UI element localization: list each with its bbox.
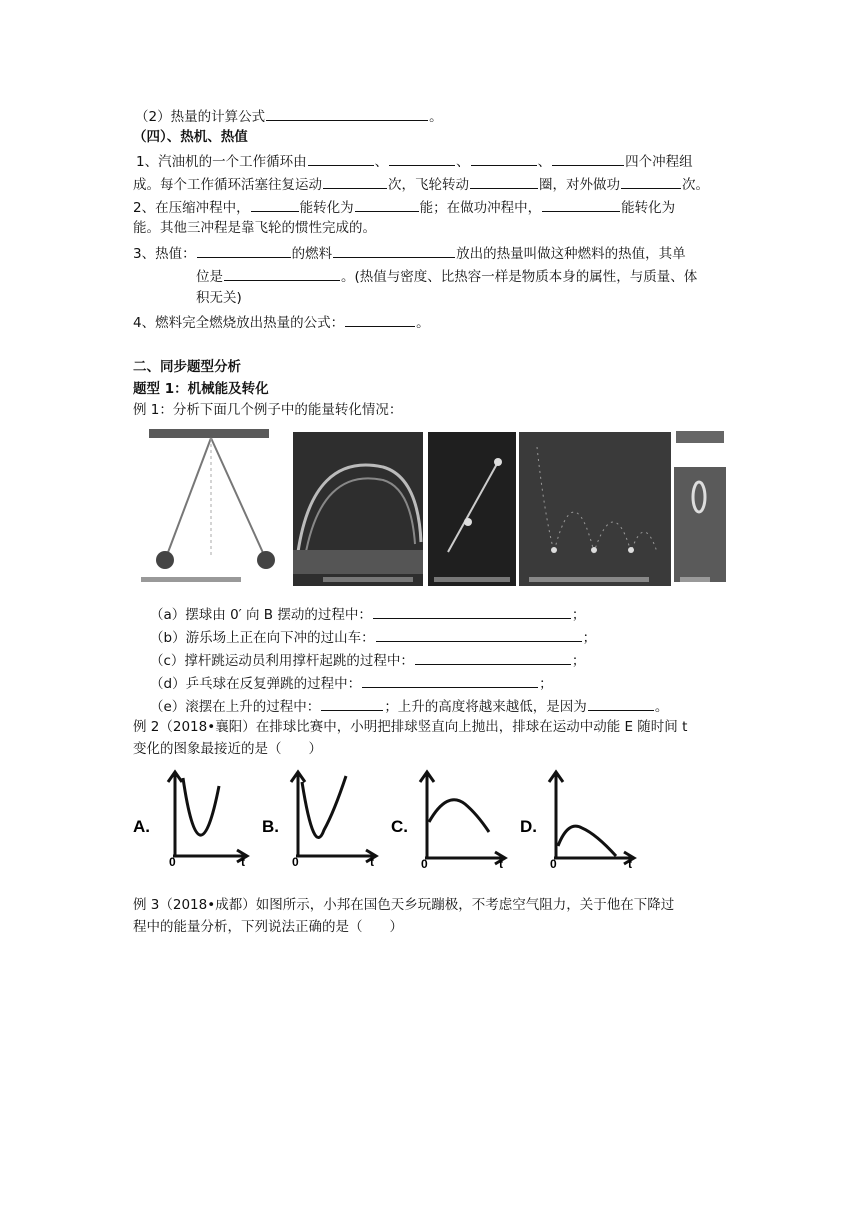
question-3-line-1 xyxy=(133,243,686,263)
answer-blank[interactable] xyxy=(470,174,538,189)
graph-option-a[interactable] xyxy=(133,768,253,868)
answer-blank[interactable] xyxy=(588,696,654,711)
text: 位是 xyxy=(196,269,223,285)
text: （e）滚摆在上升的过程中： xyxy=(150,699,321,715)
pendulum-drawing xyxy=(133,427,289,587)
example-2-line-2: 变化的图象最接近的是（ ） xyxy=(133,741,322,757)
answer-blank[interactable] xyxy=(415,650,571,665)
text: ； xyxy=(571,607,586,623)
question-1-line-1 xyxy=(136,151,693,171)
text: 。(热值与密度、比热容一样是物质本身的属性，与质量、体 xyxy=(341,269,698,285)
text: 次。 xyxy=(682,177,709,193)
text: （d）乒乓球在反复弹跳的过程中： xyxy=(150,676,362,692)
option-label: B. xyxy=(262,817,279,836)
text: ； xyxy=(571,653,586,669)
graph-option-c[interactable] xyxy=(391,768,511,868)
t-axis-label: t xyxy=(370,855,374,868)
text: ； xyxy=(539,676,553,692)
graph-b-svg xyxy=(262,768,382,868)
answer-blank[interactable] xyxy=(621,174,681,189)
text: （2）热量的计算公式 xyxy=(135,109,266,125)
answer-blank[interactable] xyxy=(321,696,383,711)
graph-option-d[interactable] xyxy=(520,768,640,868)
graph-option-b[interactable] xyxy=(262,768,382,868)
subquestion-a xyxy=(150,604,585,624)
subquestion-c xyxy=(150,650,585,670)
answer-blank[interactable] xyxy=(389,151,455,166)
answer-blank[interactable] xyxy=(251,197,299,212)
question-3-line-2 xyxy=(196,266,697,286)
pendulum-image xyxy=(133,427,289,587)
text: 四个冲程组 xyxy=(625,154,693,170)
graph-a-svg xyxy=(133,768,253,868)
answer-blank[interactable] xyxy=(345,312,415,327)
answer-blank[interactable] xyxy=(266,106,428,121)
answer-blank[interactable] xyxy=(362,673,538,688)
text: 2、在压缩冲程中， xyxy=(133,200,250,216)
text: 放出的热量叫做这种燃料的热值，其单 xyxy=(456,246,686,262)
example-2-line-1: 例 2（2018•襄阳）在排球比赛中，小明把排球竖直向上抛出，排球在运动中动能 E 随时间 t xyxy=(133,719,688,735)
text: 。 xyxy=(429,109,443,125)
text: ；上升的高度将越来越低，是因为 xyxy=(384,699,587,715)
text: 次，飞轮转动 xyxy=(388,177,469,193)
answer-blank[interactable] xyxy=(333,243,455,258)
pole-vault-drawing xyxy=(428,432,516,586)
answer-blank[interactable] xyxy=(323,174,387,189)
text: （b）游乐场上正在向下冲的过山车： xyxy=(150,630,375,646)
question-2-line-2: 能。其他三冲程是靠飞轮的惯性完成的。 xyxy=(133,220,376,236)
t-axis-label: t xyxy=(241,855,245,868)
subquestion-e xyxy=(150,696,668,716)
heat-formula-line xyxy=(135,106,443,126)
answer-blank[interactable] xyxy=(355,197,419,212)
section-heading-heat-engine: （四）、热机、热值 xyxy=(133,129,248,145)
text: 的燃料 xyxy=(291,246,333,262)
question-2-line-1 xyxy=(133,197,675,217)
section-heading-analysis: 二、同步题型分析 xyxy=(133,359,241,375)
text: 圈，对外做功 xyxy=(539,177,620,193)
text: 1、汽油机的一个工作循环由 xyxy=(136,154,307,170)
question-1-line-2 xyxy=(133,174,709,194)
pole-vault-image xyxy=(428,432,516,586)
roller-coaster-image xyxy=(293,432,423,586)
text: 能转化为 xyxy=(621,200,676,216)
option-label: A. xyxy=(133,817,150,836)
text: （a）摆球由 0′ 向 B 摆动的过程中： xyxy=(150,607,372,623)
text: ； xyxy=(582,630,597,646)
question-4-line xyxy=(133,312,430,332)
answer-blank[interactable] xyxy=(373,604,571,619)
text: 。 xyxy=(654,699,669,715)
answer-blank[interactable] xyxy=(376,627,582,642)
ping-pong-bounce-image xyxy=(519,432,671,586)
origin-label: 0 xyxy=(421,857,428,868)
example-3-line-2: 程中的能量分析，下列说法正确的是（ ） xyxy=(133,919,403,935)
option-label: C. xyxy=(391,817,408,836)
example-1-prompt: 例 1：分析下面几个例子中的能量转化情况： xyxy=(133,402,403,418)
option-label: D. xyxy=(520,817,537,836)
topic-heading: 题型 1：机械能及转化 xyxy=(133,381,269,397)
text: 能；在做功冲程中， xyxy=(419,200,542,216)
example-3-line-1: 例 3（2018•成都）如图所示，小邦在国色天乡玩蹦极，不考虑空气阻力，关于他在下降过 xyxy=(133,897,675,913)
text: 。 xyxy=(416,315,430,331)
answer-blank[interactable] xyxy=(308,151,374,166)
answer-blank[interactable] xyxy=(552,151,624,166)
graph-d-svg xyxy=(520,768,640,868)
answer-blank[interactable] xyxy=(224,266,340,281)
origin-label: 0 xyxy=(550,857,557,868)
answer-blank[interactable] xyxy=(197,243,291,258)
subquestion-b xyxy=(150,627,596,647)
origin-label: 0 xyxy=(169,855,176,868)
text: 、 xyxy=(374,154,389,170)
text: 、 xyxy=(456,154,470,170)
text: 能转化为 xyxy=(299,200,354,216)
text: 成。每个工作循环活塞往复运动 xyxy=(133,177,322,193)
text: 3、热值： xyxy=(133,246,196,262)
text: （c）撑杆跳运动员利用撑杆起跳的过程中： xyxy=(150,653,414,669)
answer-blank[interactable] xyxy=(471,151,537,166)
ping-pong-drawing xyxy=(519,432,671,586)
text: 4、燃料完全燃烧放出热量的公式： xyxy=(133,315,345,331)
t-axis-label: t xyxy=(628,857,632,868)
text: 、 xyxy=(537,154,552,170)
maxwell-wheel-drawing xyxy=(672,427,726,587)
maxwell-wheel-image xyxy=(672,427,726,587)
roller-coaster-drawing xyxy=(293,432,423,586)
graph-c-svg xyxy=(391,768,511,868)
t-axis-label: t xyxy=(499,857,503,868)
question-3-line-3: 积无关) xyxy=(196,290,242,306)
subquestion-d xyxy=(150,673,553,693)
origin-label: 0 xyxy=(292,855,299,868)
answer-blank[interactable] xyxy=(542,197,620,212)
